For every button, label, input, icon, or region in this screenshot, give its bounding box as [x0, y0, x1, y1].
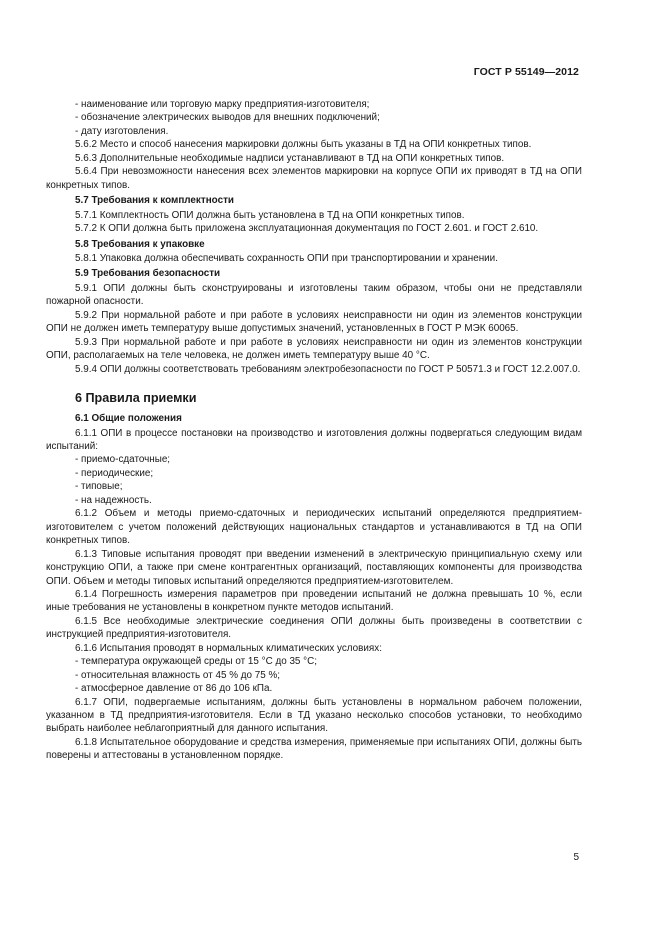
paragraph-5-6-2: 5.6.2 Место и способ нанесения маркировки должны быть указаны в ТД на ОПИ конкретных типов. [75, 139, 532, 151]
chapter-heading-6: 6 Правила приемки [75, 391, 197, 406]
page-number: 5 [573, 852, 579, 863]
paragraph-6-1-7: 6.1.7 ОПИ, подвергаемые испытаниям, должны быть установлены в нормальном рабочем положении, указанном в ТД предприятия-изготовителя. Если в ТД указано несколько способов установки, то необходимо выбрать наиболее неблагоприятный для данного испытания. [46, 696, 582, 735]
list-item: - на надежность. [46, 494, 582, 507]
list-item: - обозначение электрических выводов для внешних подключений; [46, 111, 582, 124]
document-code-header: ГОСТ Р 55149—2012 [473, 66, 579, 78]
paragraph-6-1-8: 6.1.8 Испытательное оборудование и средства измерения, применяемые при испытаниях ОПИ, должны быть поверены и аттестованы в установленном порядке. [46, 736, 582, 762]
list-item: - приемо-сдаточные; [46, 453, 582, 466]
paragraph-5-9-3: 5.9.3 При нормальной работе и при работе в условиях неисправности ни один из элементов конструкции ОПИ, располагаемых на теле человека, не должен иметь температуру выше 40 °С. [46, 336, 582, 362]
list-item: - температура окружающей среды от 15 °С до 35 °С; [46, 655, 582, 668]
paragraph-5-7-2: 5.7.2 К ОПИ должна быть приложена эксплуатационная документация по ГОСТ 2.601. и ГОСТ 2.610. [75, 223, 539, 235]
paragraph-6-1-3: 6.1.3 Типовые испытания проводят при введении изменений в электрическую принципиальную схему или конструкцию ОПИ, а также при смене контрагентных организаций, поставляющих компоненты для производства ОПИ. Объем и методы типовых испытаний определяются предприятием-изготовителем. [46, 548, 582, 587]
list-item: - периодические; [46, 467, 582, 480]
list-item: - дату изготовления. [46, 125, 582, 138]
paragraph-5-8-1: 5.8.1 Упаковка должна обеспечивать сохранность ОПИ при транспортировании и хранении. [75, 252, 498, 264]
section-heading-5-9: 5.9 Требования безопасности [75, 268, 221, 280]
paragraph-6-1-2: 6.1.2 Объем и методы приемо-сдаточных и периодических испытаний определяются предприятием-изготовителем с учетом положений действующих национальных стандартов и устанавливаются в ТД на ОПИ конкретных типов. [46, 508, 582, 547]
section-heading-5-7: 5.7 Требования к комплектности [75, 195, 234, 207]
paragraph-5-9-2: 5.9.2 При нормальной работе и при работе в условиях неисправности ни один из элементов конструкции ОПИ не должен иметь температуру выше допустимых значений, установленных в ГОСТ Р МЭК 60065. [46, 309, 582, 335]
list-item: - относительная влажность от 45 % до 75 %; [46, 669, 582, 682]
paragraph-6-1-6: 6.1.6 Испытания проводят в нормальных климатических условиях: [75, 642, 382, 654]
paragraph-5-6-4: 5.6.4 При невозможности нанесения всех элементов маркировки на корпусе ОПИ их приводят в ТД на ОПИ конкретных типов. [46, 166, 582, 191]
paragraph-6-1-5: 6.1.5 Все необходимые электрические соединения ОПИ должны быть произведены в соответствии с инструкцией предприятия-изготовителя. [46, 615, 582, 641]
paragraph-5-9-4: 5.9.4 ОПИ должны соответствовать требованиям электробезопасности по ГОСТ Р 50571.3 и ГОСТ 12.2.007.0. [75, 363, 581, 375]
paragraph-5-9-1: 5.9.1 ОПИ должны быть сконструированы и изготовлены таким образом, чтобы они не представляли пожарной опасности. [46, 282, 582, 308]
paragraph-6-1-1: 6.1.1 ОПИ в процессе постановки на производство и изготовления должны подвергаться следующим видам испытаний: [46, 427, 582, 452]
document-body [46, 98, 582, 763]
paragraph-5-7-1: 5.7.1 Комплектность ОПИ должна быть установлена в ТД на ОПИ конкретных типов. [75, 209, 465, 221]
list-item: - типовые; [46, 480, 582, 493]
section-heading-5-8: 5.8 Требования к упаковке [75, 238, 205, 250]
paragraph-6-1-4: 6.1.4 Погрешность измерения параметров при проведении испытаний не должна превышать 10 %, если иные требования не установлены в конкретном пункте методов испытаний. [46, 588, 582, 614]
section-heading-6-1: 6.1 Общие положения [75, 413, 182, 425]
list-item: - атмосферное давление от 86 до 106 кПа. [46, 682, 582, 695]
list-item: - наименование или торговую марку предприятия-изготовителя; [46, 98, 582, 111]
paragraph-5-6-3: 5.6.3 Дополнительные необходимые надписи устанавливают в ТД на ОПИ конкретных типов. [75, 152, 505, 164]
